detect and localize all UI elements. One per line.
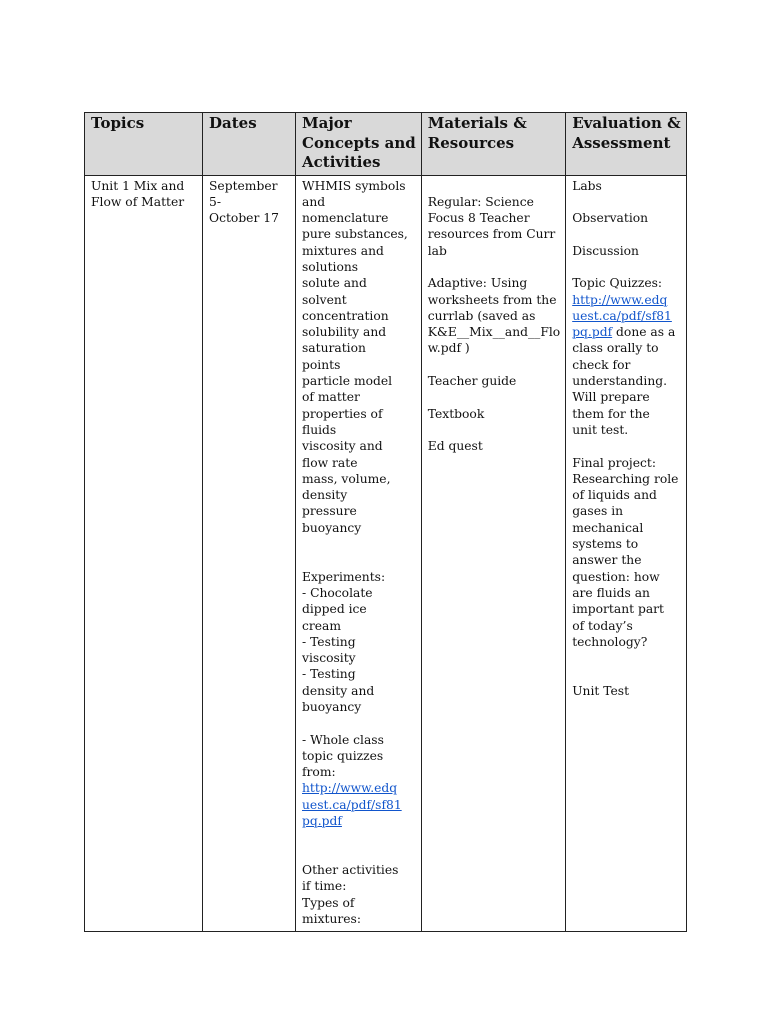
header-evaluation [566,113,687,176]
text-line: Major [302,114,352,132]
text-line: mixtures and [302,243,384,258]
text-line: Flow of Matter [91,194,185,209]
evaluation-notes [572,340,681,699]
text-line [572,650,681,666]
text-line: buoyancy [302,700,362,714]
text-line: Topic Quizzes: [572,276,663,291]
text-line: mixtures: [302,911,361,926]
text-line: lab [427,243,447,258]
text-line: unit test. [572,422,629,437]
text-line: saturation [302,341,366,356]
text-line: points [302,357,341,372]
text-line: pressure [302,504,357,519]
text-line: Types of [302,895,355,910]
text-line: solute and [302,276,367,291]
text-line: Activities [302,153,381,171]
text-line: particle model [302,374,393,389]
text-line [428,178,560,194]
text-line: understanding. [572,374,668,389]
text-line: nomenclature [302,211,389,226]
text-line: properties of [302,406,383,421]
text-line: pure substances, [302,227,408,242]
text-line: Concepts and [302,133,416,152]
text-line: - Testing [302,634,356,649]
text-line: Textbook [427,406,485,421]
text-line: flow rate [302,455,358,470]
materials-cell [421,175,565,931]
text-line: Resources [427,133,515,152]
text-line: Unit 1 Mix and [91,178,185,193]
text-line: viscosity [302,651,356,666]
text-line: systems to [572,537,639,552]
text-line: Topics [91,114,145,132]
text-line: are fluids an [572,585,650,600]
text-line [572,259,681,275]
text-line: uest.ca/pdf/sf81 [572,308,672,323]
text-line: question: how [572,569,660,584]
text-line: important part [572,602,664,617]
text-line: solutions [302,259,359,274]
text-line: - Testing [302,667,356,682]
text-line: and [302,194,326,209]
text-line: Assessment [572,133,671,152]
dates-cell [203,175,296,931]
text-line: Focus 8 Teacher [427,211,530,226]
text-line [572,194,681,210]
text-line [302,536,416,552]
text-line: worksheets from the [427,292,557,307]
text-line: of liquids and [572,488,657,503]
concepts-cell [296,175,422,931]
text-line: WHMIS symbols [302,178,406,193]
text-line: density [302,488,348,503]
text-line: Materials & [427,114,527,132]
curriculum-table [84,112,687,932]
text-line: solvent [302,292,347,307]
topic-quiz-note: done as a [612,325,676,340]
text-line: - Chocolate [302,585,373,600]
header-materials [421,113,565,176]
text-line [428,259,560,275]
text-line: from: [302,765,336,780]
text-line: Discussion [572,243,639,258]
text-line: pq.pdf [302,814,342,829]
text-line: fluids [302,422,337,437]
text-line: Labs [572,178,602,193]
text-line: cream [302,618,342,633]
text-line: http://www.edq [572,292,668,307]
text-line: - Whole class [302,732,384,747]
text-line: dipped ice [302,602,367,617]
concepts-list [302,178,416,781]
header-topics [85,113,203,176]
text-line: Will prepare [572,390,650,405]
text-line: Teacher guide [427,374,517,389]
text-line: of today’s [572,618,633,633]
text-line [572,226,681,242]
text-line: answer the [572,553,642,568]
header-row [85,113,687,176]
text-line: solubility and [302,325,387,340]
quiz-link[interactable] [302,780,416,829]
evaluation-list [572,178,681,292]
text-line: technology? [572,634,648,649]
text-line: topic quizzes [302,748,384,763]
text-line: September [209,178,278,193]
text-line: Evaluation & [572,114,681,132]
text-line: Dates [209,114,257,132]
text-line: October 17 [209,211,279,226]
text-line: gases in [572,504,624,519]
text-line [302,829,416,845]
text-line [428,357,560,373]
text-line: Ed quest [427,439,483,454]
header-concepts [296,113,422,176]
text-line: of matter [302,390,360,405]
text-line: Final project: [572,455,656,470]
text-line: Other activities [302,862,399,877]
text-line: concentration [302,308,389,323]
table-row [85,175,687,931]
text-line [428,422,560,438]
text-line: w.pdf ) [427,341,470,356]
header-dates [203,113,296,176]
other-activities [302,829,416,927]
text-line [302,715,416,731]
text-line: mechanical [572,520,644,535]
text-line: Observation [572,211,649,226]
text-line: Unit Test [572,683,630,698]
text-line: currlab (saved as [427,308,536,323]
evaluation-cell [566,175,687,931]
text-line: Researching role [572,471,679,486]
text-line: K&E__Mix__and__Flo [427,325,561,340]
text-line: Experiments: [302,569,386,584]
topic-quiz-link-end[interactable]: pq.pdf [572,325,613,340]
text-line: them for the [572,406,650,421]
text-line: Adaptive: Using [427,276,528,291]
text-line: Regular: Science [427,194,534,209]
text-line: resources from Curr [427,227,556,242]
text-line: uest.ca/pdf/sf81 [302,797,402,812]
text-line: buoyancy [302,520,362,535]
text-line [428,389,560,405]
text-line: mass, volume, [302,471,391,486]
text-line: class orally to [572,341,659,356]
text-line: http://www.edq [302,781,398,796]
topics-cell [85,175,203,931]
text-line: if time: [302,879,347,894]
text-line: 5- [209,194,221,209]
text-line: check for [572,357,631,372]
text-line: density and [302,683,375,698]
topic-quiz-link[interactable] [572,292,681,325]
topic-quiz-link-line [572,324,681,340]
text-line [572,666,681,682]
text-line [302,846,416,862]
text-line [302,552,416,568]
text-line [572,438,681,454]
text-line: viscosity and [302,439,383,454]
